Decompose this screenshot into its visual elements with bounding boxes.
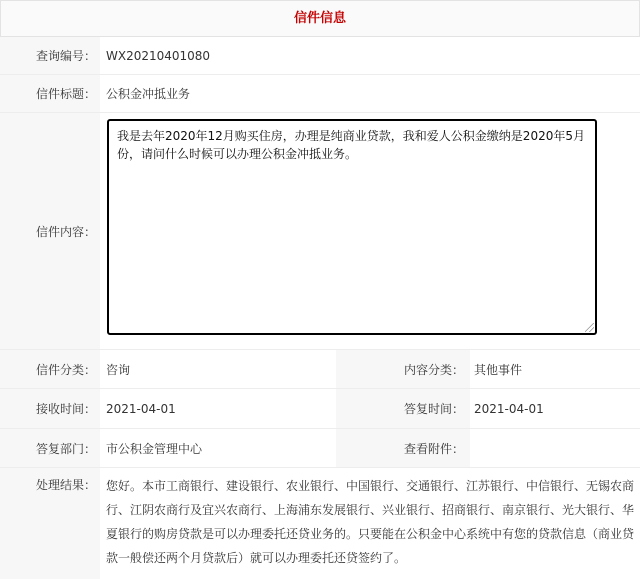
- subject-label: 信件标题：: [0, 75, 100, 112]
- content-label: 信件内容：: [0, 113, 100, 349]
- query-number-value: WX20210401080: [106, 48, 211, 63]
- reply-department-label: 答复部门：: [0, 429, 100, 467]
- received-time-label: 接收时间：: [0, 389, 100, 428]
- result-label: 处理结果：: [0, 468, 100, 579]
- content-category-value: 其他事件: [474, 362, 523, 377]
- department-row: [0, 429, 640, 467]
- resize-grip-icon[interactable]: [585, 323, 594, 332]
- reply-time-label: 答复时间：: [336, 389, 470, 428]
- category-row: [0, 350, 640, 388]
- dates-row: [0, 389, 640, 428]
- query-number-row: [0, 37, 640, 74]
- result-text: 您好。本市工商银行、建设银行、农业银行、中国银行、交通银行、江苏银行、中信银行、无锡农商行、江阴农商行及宜兴农商行、上海浦东发展银行、兴业银行、招商银行、南京银行、光大银行、华夏银行的购房贷款是可以办理委托还贷业务的。只要能在公积金中心系统中有您的贷款信息（商业贷款一般偿还两个月贷款后）就可以办理委托还贷签约了。: [106, 479, 635, 565]
- content-category-label: 内容分类：: [336, 350, 470, 388]
- category-value: 咨询: [106, 362, 131, 377]
- section-header: 信件信息: [0, 0, 640, 37]
- query-number-label: 查询编号：: [0, 37, 100, 74]
- subject-value: 公积金冲抵业务: [106, 87, 191, 101]
- category-label: 信件分类：: [0, 350, 100, 388]
- received-time-value: 2021-04-01: [106, 401, 176, 416]
- reply-department-value: 市公积金管理中心: [106, 441, 203, 456]
- content-textarea[interactable]: [107, 119, 597, 335]
- reply-time-value: 2021-04-01: [474, 401, 544, 416]
- subject-row: [0, 75, 640, 112]
- content-text: 我是去年2020年12月购买住房，办理是纯商业贷款，我和爱人公积金缴纳是2020年5月份，请问什么时候可以办理公积金冲抵业务。: [117, 129, 585, 161]
- attachment-label: 查看附件：: [336, 429, 470, 467]
